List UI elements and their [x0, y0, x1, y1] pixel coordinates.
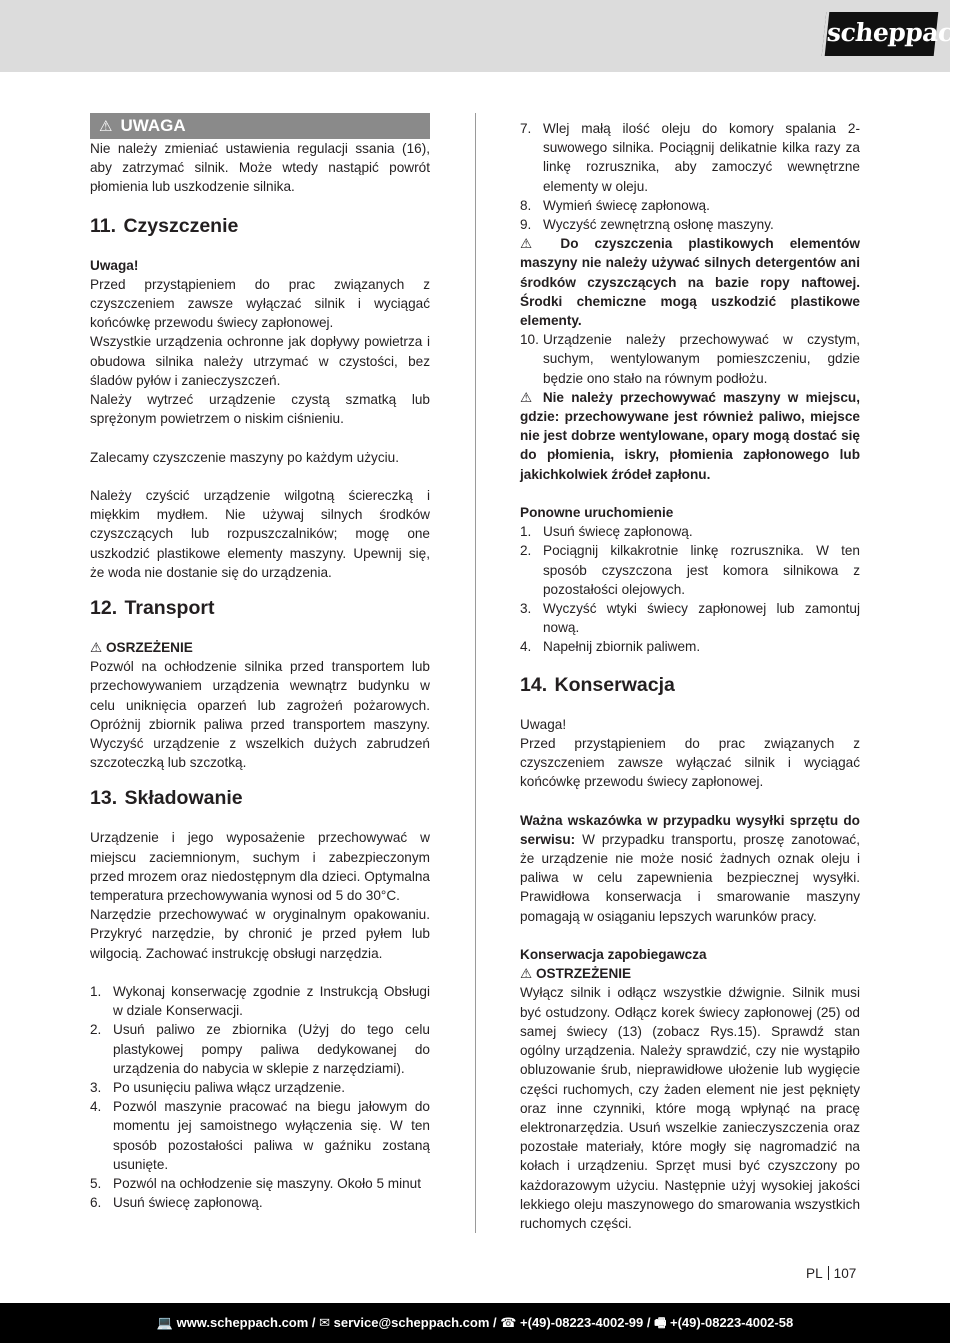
scheppach-logo: scheppach — [822, 12, 939, 56]
s12-paragraph-1: Pozwól na ochłodzenie silnika przed transportem lub przechowywaniem urządzenia wewnątrz budynku w celu uniknięcia oparzeń lub zagrożeń pożarowych. Opróżnij zbiornik paliwa przed transportem maszyny. Wyczyść urządzenie z wszelkich dużych zabrudzeń szczoteczką lub szczotką. — [90, 659, 430, 771]
column-divider — [475, 113, 476, 1233]
s14-paragraph-1: Przed przystąpieniem do prac związanych z czyszczeniem zawsze wyłączać silnik i wyciągać końcówkę przewodu świecy zapłonowej. — [520, 735, 860, 790]
right-column — [520, 119, 860, 1233]
list-item: 10. Urządzenie należy przechowywać w czystym, suchym, wentylowanym pomieszczeniu, gdzie będzie ono stało na równym podłożu. — [520, 332, 860, 386]
list-item: 2. Pociągnij kilkakrotnie linkę rozrusznika. W ten sposób czyszczona jest komora silnikowa z pozostałości olejowych. — [520, 543, 860, 597]
service-note-text: W przypadku transportu, proszę zanotować, że urządzenie nie może nosić żadnych oznak oleju i paliwa w celu zapewnienia bezpiecznej wysyłki. Prawidłowa konserwacja i smarowanie maszyny pomagają w osiąganiu lepszych warunków pracy. — [520, 831, 860, 924]
maintenance-list-b — [520, 330, 860, 388]
list-item: 6. Usuń świecę zapłonową. — [90, 1195, 263, 1211]
list-item: 4. Napełnij zbiornik paliwem. — [520, 639, 701, 655]
list-item: 3. Wyczyść wtyki świecy zapłonowej lub zamontuj nową. — [520, 601, 860, 636]
preventive-title: Konserwacja zapobiegawcza — [520, 947, 707, 963]
s13-paragraph-2: Narzędzie przechowywać w oryginalnym opakowaniu. Przykryć narzędzie, by chronić je przed pyłem lub wilgocią. Zachować instrukcję obsługi narzędzia. — [90, 907, 430, 961]
list-item: 4. Pozwól maszynie pracować na biegu jałowym do momentu jej samoistnego wyłączenia się. W ten sposób pozostałości paliwa w gaźniku zostaną usunięte. — [90, 1099, 430, 1172]
page-number-value: 107 — [833, 1266, 857, 1281]
s11-note-label: Uwaga! — [90, 257, 139, 273]
storage-warning: ⚠ Nie należy przechowywać maszyny w miejscu, gdzie: przechowywane jest również paliwo, miejsce nie jest dobrze wentylowane, opary mogą dostać się do płomienia, iskry, płomienia zapłonowego lub jakichkolwiek źródeł zapłonu. — [520, 389, 860, 482]
section-13-heading: 13. Składowanie — [90, 787, 243, 810]
plastic-warning: ⚠ Do czyszczenia plastikowych elementów maszyny nie należy używać silnych detergentów ani środków czyszczących na bazie ropy naftowej. Środki chemiczne mogą uszkodzić plastikowe elementy. — [520, 236, 860, 329]
left-column — [90, 113, 430, 1213]
page-header — [0, 0, 973, 72]
service-note — [520, 811, 860, 926]
s11-paragraph-1: Przed przystąpieniem do prac związanych z czyszczeniem zawsze wyłączać silnik i wyciągać końcówkę przewodu świecy zapłonowej. — [90, 276, 430, 331]
s14-note: Uwaga! — [520, 716, 567, 732]
page-lang: PL — [806, 1266, 823, 1281]
warning-icon: ⚠ — [99, 118, 113, 135]
list-item: 8. Wymień świecę zapłonową. — [520, 197, 710, 213]
list-item: 5. Pozwól na ochłodzenie się maszyny. Około 5 minut — [90, 1176, 422, 1192]
restart-list — [520, 522, 860, 656]
section-11-heading: 11. Czyszczenie — [90, 214, 239, 237]
warning-box — [90, 113, 430, 139]
restart-title: Ponowne uruchomienie — [520, 505, 674, 521]
page-footer: 💻 www.scheppach.com / ✉ service@scheppach.com / ☎ +(49)-08223-4002-99 / 🖷 +(49)-08223-4002-58 — [0, 1303, 950, 1343]
s13-list — [90, 982, 430, 1212]
preventive-text: Wyłącz silnik i odłącz wszystkie dźwignie. Silnik musi być ostudzony. Odłącz korek świecy zapłonowej (25) od samej świecy (13) (zobacz Rys.15). Sprawdź stan ogólny urządzenia. Należy sprawdzić, czy nie wystąpiło obluzowanie śrub, nieprawidłowe ułożenie lub wygięcie części ruchomych, czy żaden element nie jest pęknięty oraz inne czynniki, które mogą wpłynąć na pracę elektronarzędzia. Usuń wszelkie zanieczyszczenia oraz pozostałe materiały, które mogły się nagromadzić na kołach i urządzeniu. Sprzęt musi być czyszczony po każdorazowym użyciu. Następnie użyj wysokiej jakości lekkiego oleju maszynowego do smarowania wszystkich ruchomych części. — [520, 985, 860, 1231]
list-item: 2. Usuń paliwo ze zbiornika (Użyj do tego celu plastykowej pompy paliwa dedykowanej do urządzenia do nabycia w sklepie z narzędziami). — [90, 1022, 430, 1076]
s12-warning-label: ⚠ OSRZEŻENIE — [90, 640, 193, 656]
warning-label: UWAGA — [120, 116, 186, 135]
s11-paragraph-3: Należy wytrzeć urządzenie czystą szmatką lub sprężonym powietrzem o niskim ciśnieniu. — [90, 392, 430, 427]
s11-paragraph-5: Należy czyścić urządzenie wilgotną ściereczką i miękkim mydłem. Nie używaj silnych środków czyszczących lub rozpuszczalników; mogę one uszkodzić plastikowe elementy maszyny. Upewnij się, że woda nie dostanie się do urządzenia. — [90, 488, 430, 580]
maintenance-list-a — [520, 119, 860, 234]
list-item: 3. Po usunięciu paliwa włącz urządzenie. — [90, 1080, 345, 1096]
s11-paragraph-4: Zalecamy czyszczenie maszyny po każdym użyciu. — [90, 449, 399, 465]
list-item: 9. Wyczyść zewnętrzną osłonę maszyny. — [520, 217, 774, 233]
list-item: 1. Usuń świecę zapłonową. — [520, 524, 693, 540]
page-number-separator — [828, 1266, 829, 1280]
list-item: 1. Wykonaj konserwację zgodnie z Instrukcją Obsługi w dziale Konserwacji. — [90, 984, 430, 1019]
s13-paragraph-1: Urządzenie i jego wyposażenie przechowywać w miejscu zaciemnionym, suchym i zabezpieczonym przed mrozem oraz niedostępnym dla dzieci. Optymalna temperatura przechowywania wynosi od 5 do 30°C. — [90, 830, 430, 904]
section-14-heading: 14. Konserwacja — [520, 673, 675, 696]
warning-text: Nie należy zmieniać ustawienia regulacji ssania (16), aby zatrzymać silnik. Może wtedy nastąpić powrót płomienia lub uszkodzenie silnika. — [90, 141, 430, 195]
list-item: 7. Wlej małą ilość oleju do komory spalania 2-suwowego silnika. Pociągnij delikatnie kilka razy za linkę rozrusznika, aby zamoczyć wewnętrzne elementy w oleju. — [520, 121, 860, 194]
s11-paragraph-2: Wszystkie urządzenia ochronne jak dopływy powietrza i obudowa silnika należy utrzymać w czystości, bez śladów pyłów i zanieczyszczeń. — [90, 334, 430, 388]
preventive-warning-label: ⚠ OSTRZEŻENIE — [520, 966, 632, 982]
section-12-heading: 12. Transport — [90, 597, 215, 620]
service-note-bold: Ważna wskazówka w przypadku wysyłki sprzętu do serwisu: — [520, 812, 860, 847]
page-number — [806, 1265, 856, 1283]
